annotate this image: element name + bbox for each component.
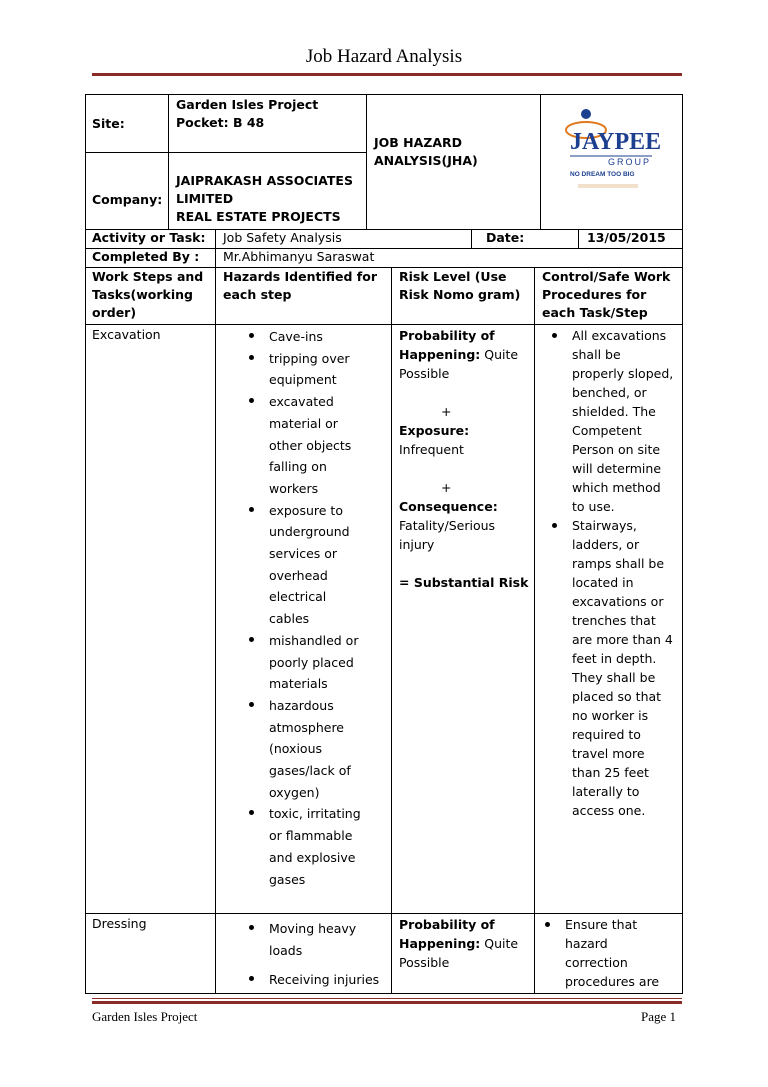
company-value xyxy=(176,172,362,226)
divider xyxy=(85,913,683,914)
list-item: mishandled or poorly placed materials xyxy=(269,630,369,695)
col-header-controls: Control/Safe Work Procedures for each Task/Step xyxy=(542,269,671,320)
list-item: toxic, irritating or flammable and explosive gases xyxy=(269,803,369,890)
col-header-steps: Work Steps and Tasks(working order) xyxy=(92,269,204,320)
footer-page-number: Page 1 xyxy=(640,1009,676,1024)
controls-cell xyxy=(572,326,674,820)
prob-value: Quite Possible xyxy=(399,347,519,381)
divider xyxy=(215,267,216,994)
list-item: exposure to underground services or overhead electrical cables xyxy=(269,500,369,630)
bullet-icon xyxy=(545,922,550,927)
divider xyxy=(85,152,367,153)
jaypee-logo-graphic xyxy=(548,100,676,196)
step-cell: Excavation xyxy=(92,327,161,342)
col-header-hazards: Hazards Identified for each step xyxy=(223,269,377,302)
divider xyxy=(471,229,472,248)
footer-rule xyxy=(92,998,682,999)
hazards-cell xyxy=(269,918,381,991)
bullet-icon xyxy=(249,507,254,512)
col-header-risk: Risk Level (Use Risk Nomo gram) xyxy=(399,269,521,302)
divider xyxy=(85,324,683,325)
risk-cell xyxy=(399,326,529,592)
cons-value: Fatality/Serious injury xyxy=(399,518,496,552)
bullet-icon xyxy=(552,523,557,528)
cons-label: Consequence: xyxy=(399,499,498,514)
page-title: Job Hazard Analysis xyxy=(305,46,463,67)
divider xyxy=(391,267,392,994)
list-item: Cave-ins xyxy=(269,326,369,348)
footer-project: Garden Isles Project xyxy=(92,1009,198,1024)
jha-label: JOB HAZARD ANALYSIS(JHA) xyxy=(374,135,478,168)
logo-dot xyxy=(581,109,591,119)
exp-value: Infrequent xyxy=(399,442,464,457)
prob-value: Quite Possible xyxy=(399,936,519,970)
list-item: tripping over equipment xyxy=(269,348,369,391)
bullet-icon xyxy=(249,925,254,930)
plus-sign: + xyxy=(441,404,452,419)
date-value: 13/05/2015 xyxy=(587,230,666,245)
bullet-icon xyxy=(249,355,254,360)
plus-sign: + xyxy=(441,480,452,495)
prob-label: Probability of Happening: xyxy=(399,917,495,951)
hazards-cell xyxy=(269,326,369,890)
list-item: excavated material or other objects falling on workers xyxy=(269,391,369,500)
bullet-icon xyxy=(249,637,254,642)
list-item: Stairways, ladders, or ramps shall be located in excavations or trenches that are more than 4 feet in depth. They shall be placed so that no worker is required to travel more than 25 feet laterally to access one. xyxy=(572,516,674,820)
bullet-icon xyxy=(249,333,254,338)
risk-cell xyxy=(399,915,529,972)
site-value: Garden Isles Project Pocket: B 48 xyxy=(176,97,319,130)
activity-value: Job Safety Analysis xyxy=(223,230,342,245)
completed-label: Completed By : xyxy=(92,249,200,264)
company-line: LIMITED xyxy=(176,191,234,206)
prob-label: Probability of Happening: xyxy=(399,328,495,362)
controls-cell xyxy=(565,915,673,991)
jaypee-logo xyxy=(548,100,676,196)
completed-value: Mr.Abhimanyu Saraswat xyxy=(223,249,375,264)
list-item: hazardous atmosphere (noxious gases/lack of oxygen) xyxy=(269,695,369,804)
footer-rule xyxy=(92,1001,682,1004)
step-cell: Dressing xyxy=(92,916,147,931)
divider xyxy=(578,229,579,248)
list-item: All excavations shall be properly sloped, benched, or shielded. The Competent Person on site will determine which method to use. xyxy=(572,326,674,516)
bullet-icon xyxy=(552,333,557,338)
logo-tagline: NO DREAM TOO BIG xyxy=(570,171,635,178)
divider xyxy=(168,94,169,229)
company-label: Company: xyxy=(92,192,163,207)
activity-label: Activity or Task: xyxy=(92,230,206,245)
list-item: Ensure that hazard correction procedures are xyxy=(565,915,673,991)
exp-label: Exposure: xyxy=(399,423,470,438)
header-rule xyxy=(92,73,682,76)
list-item: Receiving injuries xyxy=(269,969,381,991)
divider xyxy=(366,94,367,229)
divider xyxy=(540,94,541,229)
bullet-icon xyxy=(249,702,254,707)
company-line: JAIPRAKASH ASSOCIATES xyxy=(176,173,353,188)
risk-result: = Substantial Risk xyxy=(399,575,529,590)
logo-main-text: JAYPEE xyxy=(570,129,662,155)
logo-sub-text: GROUP xyxy=(608,157,652,167)
site-label: Site: xyxy=(92,116,125,131)
divider xyxy=(534,267,535,994)
logo-stripe xyxy=(578,184,638,188)
company-line: REAL ESTATE PROJECTS xyxy=(176,209,341,224)
date-label: Date: xyxy=(486,230,525,245)
list-item: Moving heavy loads xyxy=(269,918,381,961)
